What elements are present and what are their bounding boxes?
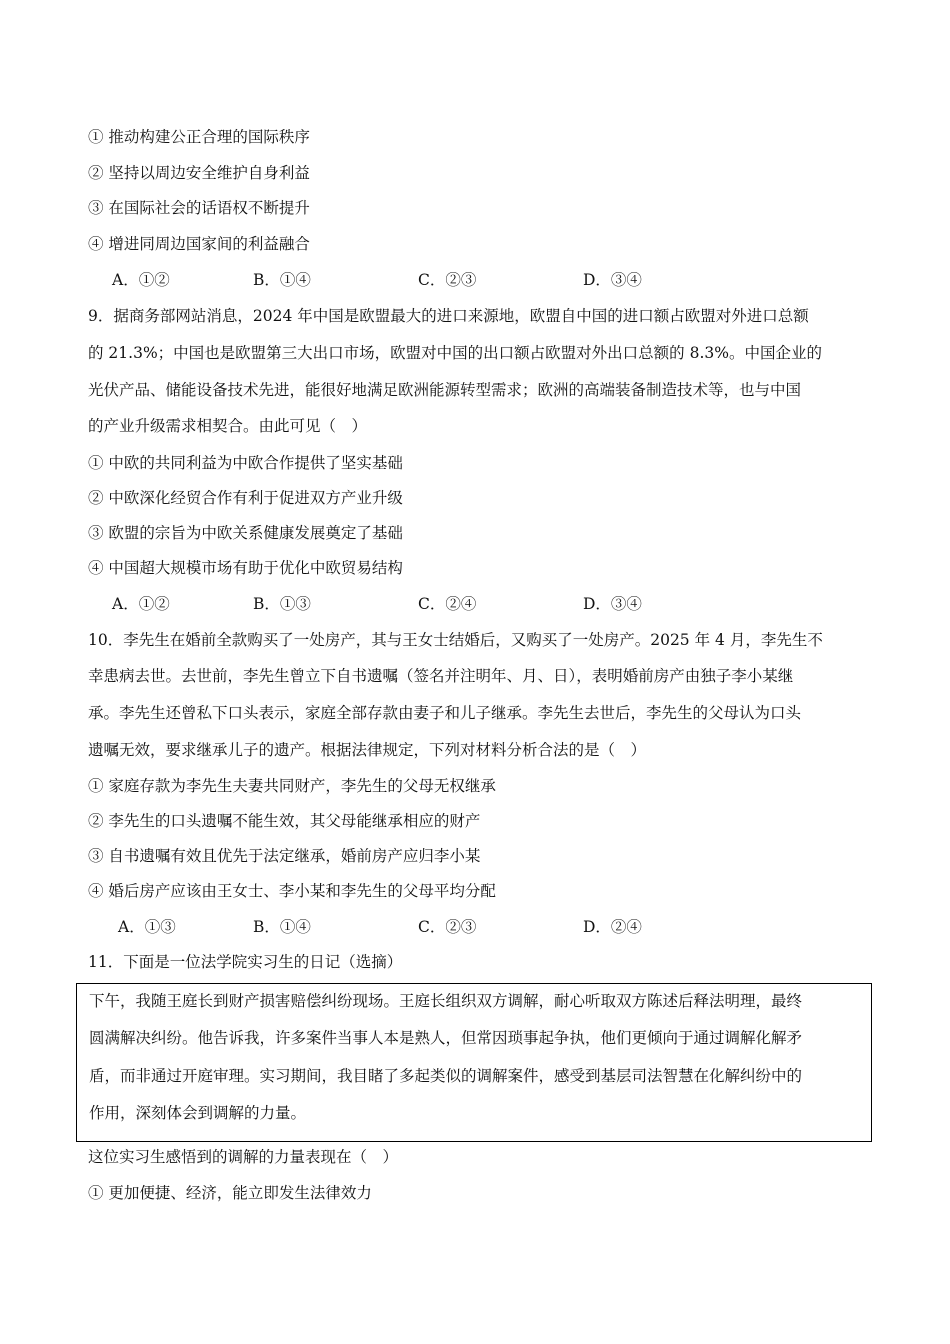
question-11-title: 11．下面是一位法学院实习生的日记（选摘） [88,953,403,971]
choice-option-a: A．①② [112,271,170,289]
statement-item: ④ 婚后房产应该由王女士、李小某和李先生的父母平均分配 [88,882,496,900]
question-9-text: 9．据商务部网站消息，2024 年中国是欧盟最大的进口来源地，欧盟自中国的进口额占欧盟对外进口总额 [88,307,809,325]
statement-item: ③ 欧盟的宗旨为中欧关系健康发展奠定了基础 [88,524,403,542]
statement-item: ④ 增进同周边国家间的利益融合 [88,235,310,253]
diary-excerpt-box [76,983,872,1142]
question-9-text: 的 21.3%；中国也是欧盟第三大出口市场，欧盟对中国的出口额占欧盟对外出口总额的 8.3%。中国企业的 [88,344,822,362]
question-9-text: 光伏产品、储能设备技术先进，能很好地满足欧洲能源转型需求；欧洲的高端装备制造技术等，也与中国 [88,381,802,399]
question-9-text: 的产业升级需求相契合。由此可见（ ） [88,417,368,435]
choice-option-d: D．③④ [583,271,642,289]
statement-item: ① 中欧的共同利益为中欧合作提供了坚实基础 [88,454,403,472]
statement-item: ② 李先生的口头遗嘱不能生效，其父母能继承相应的财产 [88,812,481,830]
statement-item: ① 推动构建公正合理的国际秩序 [88,128,310,146]
diary-line: 下午，我随王庭长到财产损害赔偿纠纷现场。王庭长组织双方调解，耐心听取双方陈述后释法明理，最终 [89,992,803,1010]
choice-option-d: D．②④ [583,918,642,936]
choice-option-a: A．①③ [118,918,176,936]
question-10-text: 幸患病去世。去世前，李先生曾立下自书遗嘱（签名并注明年、月、日），表明婚前房产由独子李小某继 [88,667,794,685]
statement-item: ③ 自书遗嘱有效且优先于法定继承，婚前房产应归李小某 [88,847,481,865]
choice-option-b: B．①③ [253,595,311,613]
question-10-text: 10．李先生在婚前全款购买了一处房产，其与王女士结婚后，又购买了一处房产。2025 年 4 月，李先生不 [88,631,823,649]
statement-item: ① 更加便捷、经济，能立即发生法律效力 [88,1184,372,1202]
choice-option-b: B．①④ [253,918,311,936]
question-10-text: 遗嘱无效，要求继承儿子的遗产。根据法律规定，下列对材料分析合法的是（ ） [88,741,647,759]
statement-item: ① 家庭存款为李先生夫妻共同财产，李先生的父母无权继承 [88,777,496,795]
diary-line: 作用，深刻体会到调解的力量。 [89,1104,307,1122]
choice-option-c: C．②③ [418,918,477,936]
diary-line: 盾，而非通过开庭审理。实习期间，我目睹了多起类似的调解案件，感受到基层司法智慧在化解纠纷中的 [89,1067,803,1085]
choice-option-a: A．①② [112,595,170,613]
question-11-prompt: 这位实习生感悟到的调解的力量表现在（ ） [88,1148,399,1166]
statement-item: ② 坚持以周边安全维护自身利益 [88,164,310,182]
choice-option-d: D．③④ [583,595,642,613]
question-10-text: 承。李先生还曾私下口头表示，家庭全部存款由妻子和儿子继承。李先生去世后，李先生的父母认为口头 [88,704,802,722]
statement-item: ② 中欧深化经贸合作有利于促进双方产业升级 [88,489,403,507]
statement-item: ③ 在国际社会的话语权不断提升 [88,199,310,217]
diary-line: 圆满解决纠纷。他告诉我，许多案件当事人本是熟人，但常因琐事起争执，他们更倾向于通过调解化解矛 [89,1029,803,1047]
choice-option-c: C．②③ [418,271,477,289]
choice-option-c: C．②④ [418,595,477,613]
statement-item: ④ 中国超大规模市场有助于优化中欧贸易结构 [88,559,403,577]
choice-option-b: B．①④ [253,271,311,289]
